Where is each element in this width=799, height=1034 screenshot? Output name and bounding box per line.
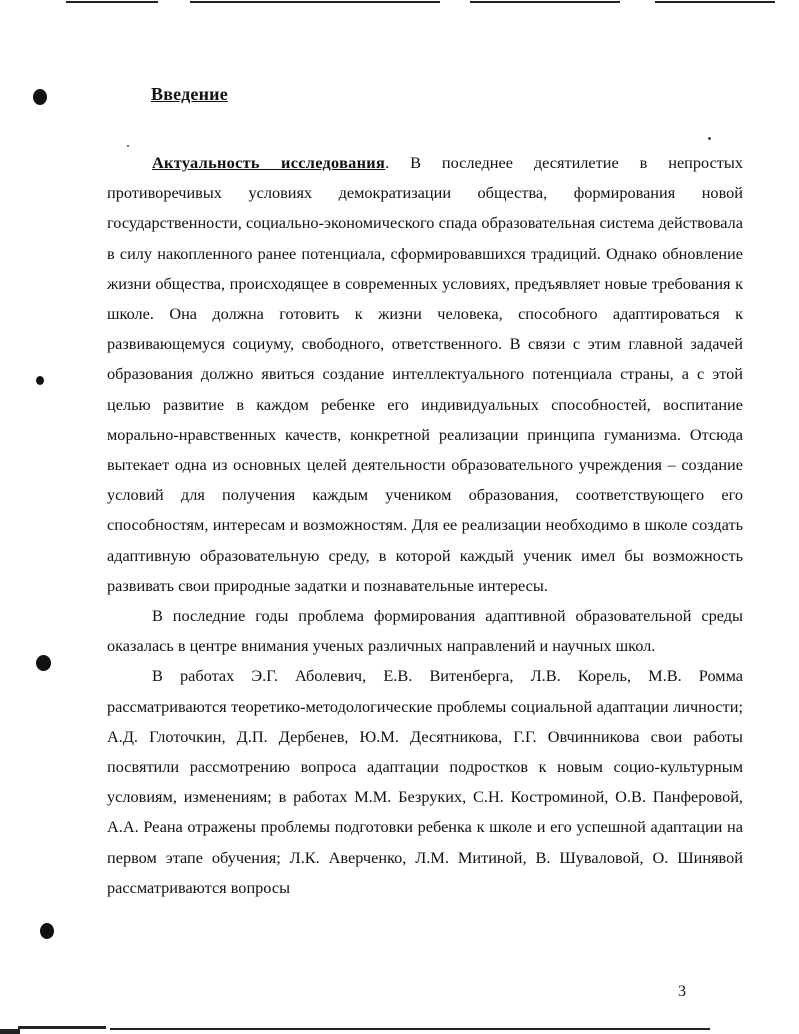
punch-hole-mark <box>33 89 47 105</box>
punch-hole-mark <box>40 923 54 939</box>
section-title: Введение <box>151 84 228 104</box>
document-body <box>107 148 743 903</box>
page-number: 3 <box>678 983 686 1000</box>
punch-hole-mark <box>36 376 44 385</box>
paragraph: В последние годы проблема формирования адаптивной образовательной среды оказалась в центре внимания ученых различных направлений и научных школ. <box>107 606 743 656</box>
scan-speck <box>127 145 129 147</box>
paragraph <box>107 148 743 601</box>
paragraph-text: . В последнее десятилетие в непростых противоречивых условиях демократизации общества, формирования новой государственности, социально-экономического спада образовательная система действовала в силу накопленного ранее потенциала, сформировавшихся традиций. Однако обновление жизни общества, происходящее в современных условиях, предъявляет новые требования к школе. Она должна готовить к жизни человека, способного адаптироваться к развивающемуся социуму, свободного, ответственного. В связи с этим главной задачей образования должно явиться создание интеллектуального потенциала страны, а с этой целью развитие в каждом ребенке его индивидуальных способностей, воспитание морально-нравственных качеств, конкретной реализации принципа гуманизма. Отсюда вытекает одна из основных целей деятельности образовательного учреждения – создание условий для получения каждым учеником образования, соответствующего его способностям, интересам и возможностям. Для ее реализации необходимо в школе создать адаптивную образовательную среду, в которой каждый ученик имел бы возможность развивать свои природные задатки и познавательные интересы. <box>107 153 743 595</box>
paragraph: В работах Э.Г. Аболевич, Е.В. Витенберга, Л.В. Корель, М.В. Ромма рассматриваются теоретико-методологические проблемы социальной адаптации личности; А.Д. Глоточкин, Д.П. Дербенев, Ю.М. Десятникова, Г.Г. Овчинникова свои работы посвятили рассмотрению вопроса адаптации подростков к новым социо-культурным условиям, изменениям; в работах М.М. Безруких, С.Н. Костроминой, О.В. Панферовой, А.А. Реана отражены проблемы подготовки ребенка к школе и его успешной адаптации на первом этапе обучения; Л.К. Аверченко, Л.М. Митиной, В. Шуваловой, О. Шинявой рассматриваются вопросы <box>107 666 743 897</box>
paragraph-lead: Актуальность исследования <box>152 153 386 172</box>
scan-speck <box>708 137 711 140</box>
punch-hole-mark <box>36 655 51 671</box>
scan-edge-bottom <box>0 1022 799 1034</box>
scan-edge-top <box>0 0 799 6</box>
